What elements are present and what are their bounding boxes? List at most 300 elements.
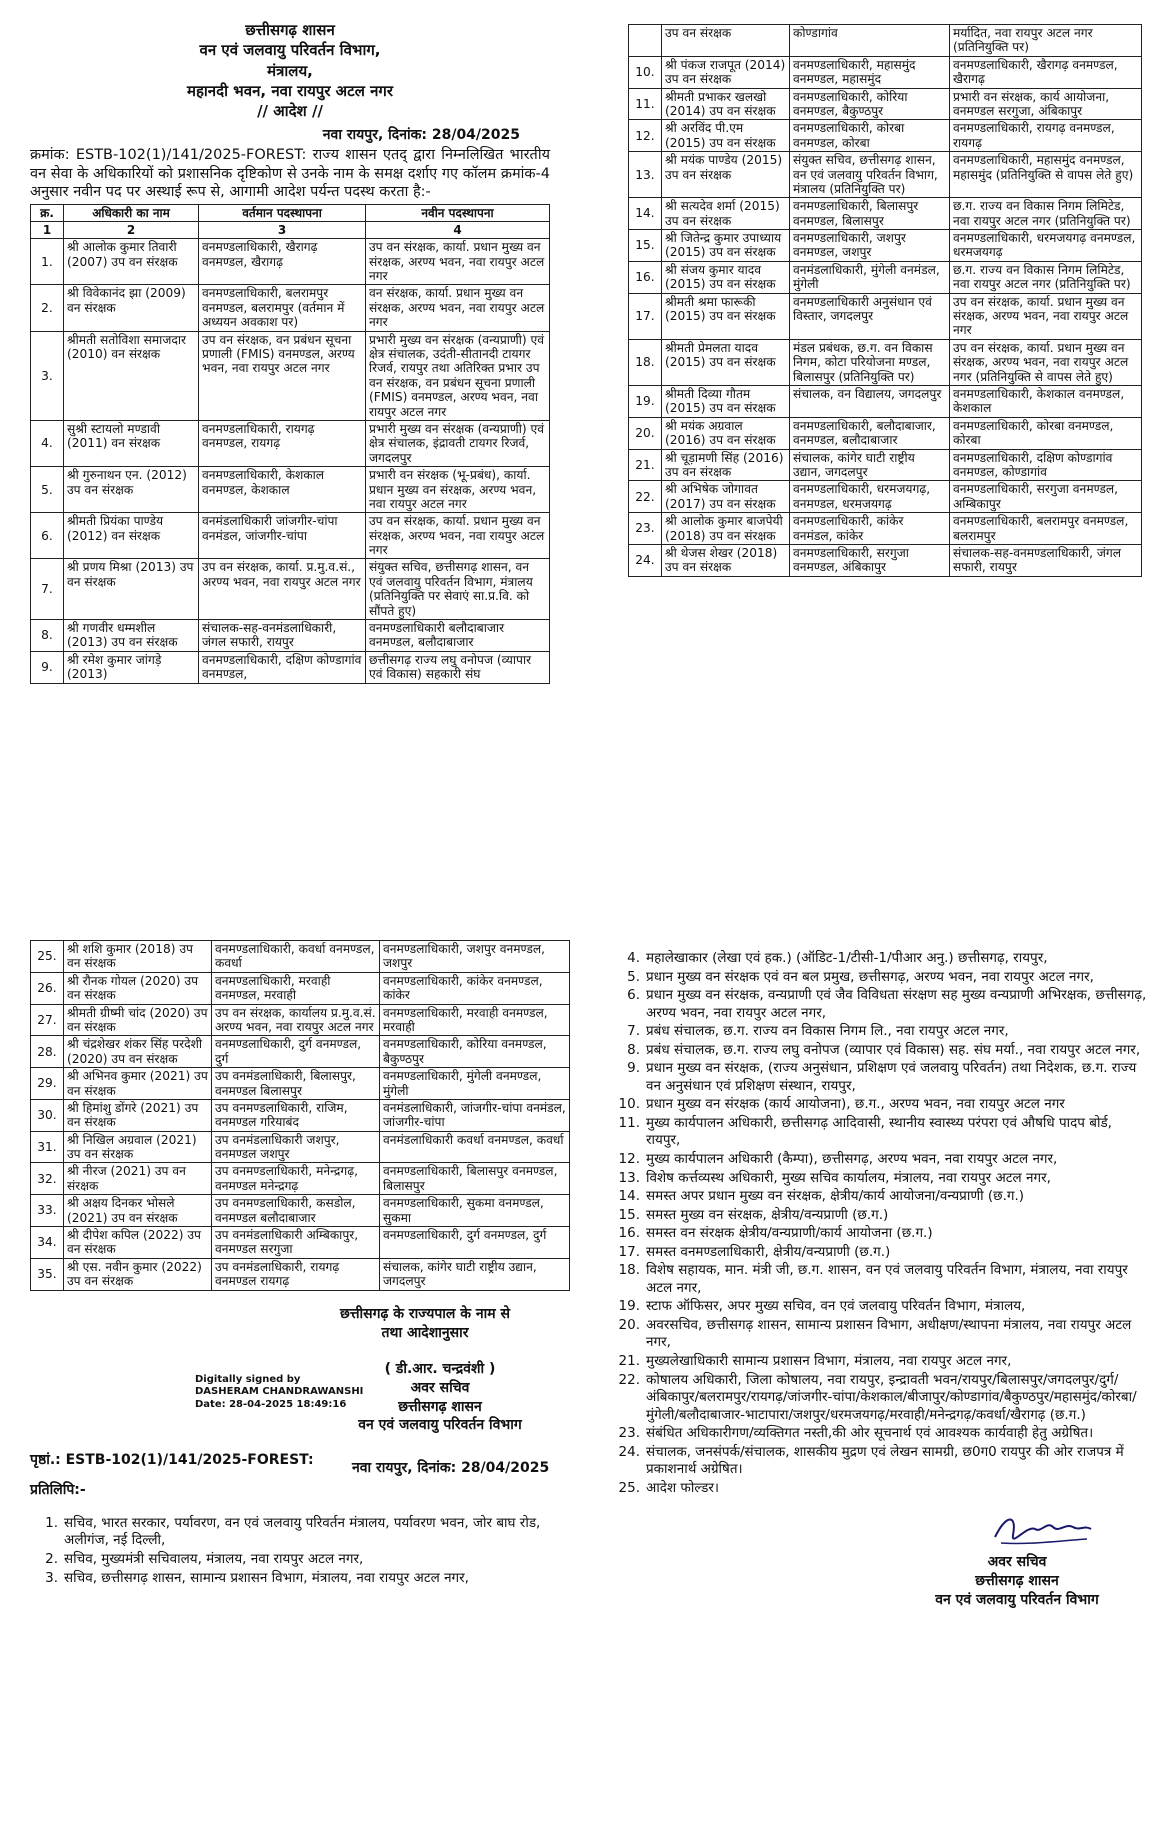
list-item	[612, 1207, 1147, 1225]
list-item-number: 21.	[618, 1353, 640, 1370]
posting-table-part-3	[30, 940, 570, 1291]
officer-name-cell: श्रीमती प्रियंका पाण्डेय (2012) वन संरक्षक	[64, 513, 199, 559]
list-item-number: 20.	[618, 1316, 640, 1333]
signatory-gov: छत्तीसगढ़ शासन	[398, 1398, 482, 1415]
header-line: छत्तीसगढ़ शासन	[245, 21, 335, 39]
list-item	[612, 1170, 1147, 1188]
serial-cell: 30.	[31, 1099, 64, 1131]
list-item-number: 15.	[618, 1206, 640, 1223]
list-item	[612, 1060, 1147, 1095]
list-item-number: 4.	[627, 950, 640, 966]
officer-name-cell: श्री शशि कुमार (2018) उप वन संरक्षक	[64, 941, 212, 973]
current-posting-cell: उप वनमण्डलाधिकारी, मनेन्द्रगढ़, वनमण्डल मनेन्द्रगढ़	[212, 1163, 380, 1195]
list-item	[30, 1551, 570, 1569]
signature-block	[30, 1360, 570, 1478]
table-row	[31, 651, 550, 683]
table-row	[629, 261, 1142, 293]
table-row	[31, 331, 550, 420]
current-posting-cell: कोण्डागांव	[790, 25, 950, 57]
current-posting-cell: उप वनमण्डलाधिकारी, कसडोल, वनमण्डल बलौदाबाजार	[212, 1195, 380, 1227]
list-item-number: 11.	[618, 1114, 640, 1131]
new-posting-cell: वनमण्डलाधिकारी, बिलासपुर वनमण्डल, बिलासपुर	[380, 1163, 570, 1195]
new-posting-cell: छत्तीसगढ़ राज्य लघु वनोपज (व्यापार एवं विकास) सहकारी संघ	[366, 651, 550, 683]
officer-name-cell: सुश्री स्टायलो मण्डावी (2011) वन संरक्षक	[64, 420, 199, 466]
final-signatory	[882, 1553, 1152, 1610]
new-posting-cell: संचालक, कांगेर घाटी राष्ट्रीय उद्यान, जगदलपुर	[380, 1258, 570, 1290]
serial-cell: 34.	[31, 1227, 64, 1259]
officer-name-cell: श्री पंकज राजपूत (2014) उप वन संरक्षक	[662, 56, 790, 88]
list-item-text: प्रधान मुख्य वन संरक्षक (कार्य आयोजना), छ.ग., अरण्य भवन, नवा रायपुर अटल नगर	[646, 1096, 1065, 1113]
new-posting-cell: वनमण्डलाधिकारी, सरगुजा वनमण्डल, अम्बिकापुर	[950, 481, 1142, 513]
serial-cell: 31.	[31, 1131, 64, 1163]
digital-signature-line: DASHERAM CHANDRAWANSHI	[195, 1386, 364, 1398]
list-item-text: कोषालय अधिकारी, जिला कोषालय, नवा रायपुर, इन्द्रावती भवन/रायपुर/बिलासपुर/जगदलपुर/दुर्ग/अंबिकापुर/बलरामपुर/रायगढ़/जांजगीर-चांपा/केशकाल/बीजापुर/कोण्डागांव/बैकुण्ठपुर/महासमुंद/कोरबा/मुंगेली/बलौदाबाजार-भाटापारा/जशपुर/धरमजयगढ़/मरवाही/मनेन्द्रगढ़/कवर्धा/खैरागढ़ (छ.ग.)	[646, 1371, 1137, 1423]
posting-table-part-2	[628, 24, 1142, 577]
list-item	[612, 1480, 1147, 1498]
officer-name-cell: श्रीमती श्रमा फारूकी (2015) उप वन संरक्षक	[662, 293, 790, 339]
list-item-text: प्रधान मुख्य वन संरक्षक एवं वन बल प्रमुख, छत्तीसगढ़, अरण्य भवन, नवा रायपुर अटल नगर,	[646, 968, 1094, 985]
copy-label: प्रतिलिपि:-	[30, 1481, 86, 1498]
table-row	[629, 25, 1142, 57]
serial-cell: 4.	[31, 420, 64, 466]
new-posting-cell: मर्यादित, नवा रायपुर अटल नगर (प्रतिनियुक्ति पर)	[950, 25, 1142, 57]
serial-cell: 10.	[629, 56, 662, 88]
serial-cell: 11.	[629, 88, 662, 120]
list-item	[30, 1515, 570, 1550]
officer-name-cell: श्री दीपेश कपिल (2022) उप वन संरक्षक	[64, 1227, 212, 1259]
list-item-text: समस्त मुख्य वन संरक्षक, क्षेत्रीय/वन्यप्राणी (छ.ग.)	[646, 1206, 889, 1223]
list-item	[612, 1023, 1147, 1041]
table-row	[31, 1163, 570, 1195]
officer-name-cell: श्री अभिषेक जोगावत (2017) उप वन संरक्षक	[662, 481, 790, 513]
list-item-number: 18.	[618, 1262, 640, 1279]
list-item-number: 22.	[618, 1371, 640, 1388]
digital-signature-line: Date: 28-04-2025 18:49:16	[195, 1398, 347, 1410]
officer-name-cell: श्री नीरज (2021) उप वन संरक्षक	[64, 1163, 212, 1195]
list-item-text: स्टाफ ऑफिसर, अपर मुख्य सचिव, वन एवं जलवायु परिवर्तन विभाग, मंत्रालय,	[646, 1298, 1026, 1315]
new-posting-cell: वनमण्डलाधिकारी, रायगढ़ वनमण्डल, रायगढ़	[950, 120, 1142, 152]
serial-cell: 23.	[629, 513, 662, 545]
serial-cell	[629, 25, 662, 57]
order-page-1	[30, 20, 550, 684]
current-posting-cell: वनमंडलाधिकारी, मुंगेली वनमंडल, मुंगेली	[790, 261, 950, 293]
new-posting-cell: वनमंडलाधिकारी कवर्धा वनमण्डल, कवर्धा	[380, 1131, 570, 1163]
officer-name-cell: श्री निखिल अग्रवाल (2021) उप वन संरक्षक	[64, 1131, 212, 1163]
current-posting-cell: उप वन संरक्षक, कार्या. प्र.मु.व.सं., अरण्य भवन, नवा रायपुर अटल नगर	[199, 559, 366, 620]
column-number: 4	[366, 222, 550, 239]
table-header: अधिकारी का नाम	[64, 204, 199, 221]
table-row	[629, 56, 1142, 88]
final-designation: अवर सचिव	[987, 1554, 1047, 1571]
serial-cell: 29.	[31, 1068, 64, 1100]
officer-name-cell: श्री मयंक अग्रवाल (2016) उप वन संरक्षक	[662, 417, 790, 449]
officer-name-cell: श्रीमती ग्रीष्मी चांद (2020) उप वन संरक्षक	[64, 1004, 212, 1036]
officer-name-cell: श्री जितेन्द्र कुमार उपाध्याय (2015) उप वन संरक्षक	[662, 230, 790, 262]
table-row	[31, 239, 550, 285]
list-item-text: समस्त वन संरक्षक क्षेत्रीय/वन्यप्राणी/कार्य आयोजना (छ.ग.)	[646, 1225, 933, 1242]
endorsement-date: नवा रायपुर, दिनांक: 28/04/2025	[352, 1459, 550, 1476]
list-item-text: आदेश फोल्डर।	[646, 1479, 719, 1496]
list-item-text: समस्त वनमण्डलाधिकारी, क्षेत्रीय/वन्यप्राणी (छ.ग.)	[646, 1243, 891, 1260]
current-posting-cell: वनमण्डलाधिकारी, सरगुजा वनमण्डल, अंबिकापुर	[790, 544, 950, 576]
list-item	[612, 1151, 1147, 1169]
serial-cell: 5.	[31, 467, 64, 513]
table-row	[629, 88, 1142, 120]
new-posting-cell: संयुक्त सचिव, छत्तीसगढ़ शासन, वन एवं जलवायु परिवर्तन विभाग, मंत्रालय (प्रतिनियुक्ति पर सेवाएं सा.प्र.वि. को सौंपते हुए)	[366, 559, 550, 620]
governor-line: तथा आदेशानुसार	[381, 1325, 469, 1342]
current-posting-cell: वनमण्डलाधिकारी, बलरामपुर वनमण्डल, बलरामपुर (वर्तमान में अध्ययन अवकाश पर)	[199, 285, 366, 331]
list-item-number: 3.	[45, 1569, 58, 1586]
serial-cell: 9.	[31, 651, 64, 683]
governor-line: छत्तीसगढ़ के राज्यपाल के नाम से	[340, 1305, 510, 1322]
list-item-number: 16.	[618, 1225, 640, 1242]
new-posting-cell: प्रभारी वन संरक्षक, कार्य आयोजना, वनमण्डल सरगुजा, अंबिकापुर	[950, 88, 1142, 120]
table-row	[31, 420, 550, 466]
officer-name-cell: श्री आलोक कुमार बाजपेयी (2018) उप वन संरक्षक	[662, 513, 790, 545]
order-page-3	[30, 940, 570, 1588]
current-posting-cell: मंडल प्रबंधक, छ.ग. वन विकास निगम, कोटा परियोजना मण्डल, बिलासपुर (प्रतिनियुक्ति पर)	[790, 339, 950, 385]
officer-name-cell: श्री आलोक कुमार तिवारी (2007) उप वन संरक्षक	[64, 239, 199, 285]
new-posting-cell: वनमण्डलाधिकारी, कांकेर वनमण्डल, कांकेर	[380, 972, 570, 1004]
serial-cell: 7.	[31, 559, 64, 620]
list-item	[612, 1188, 1147, 1206]
current-posting-cell: संयुक्त सचिव, छत्तीसगढ़ शासन, वन एवं जलवायु परिवर्तन विभाग, मंत्रालय (प्रतिनियुक्ति पर)	[790, 152, 950, 198]
list-item-text: मुख्य कार्यपालन अधिकारी (कैम्पा), छत्तीसगढ़, अरण्य भवन, नवा रायपुर अटल नगर,	[646, 1151, 1058, 1168]
column-number: 1	[31, 222, 64, 239]
officer-name-cell: श्री रौनक गोयल (2020) उप वन संरक्षक	[64, 972, 212, 1004]
list-item-number: 13.	[618, 1169, 640, 1186]
table-row	[629, 198, 1142, 230]
new-posting-cell: उप वन संरक्षक, कार्या. प्रधान मुख्य वन संरक्षक, अरण्य भवन, नवा रायपुर अटल नगर	[950, 293, 1142, 339]
officer-name-cell: श्री संजय कुमार यादव (2015) उप वन संरक्षक	[662, 261, 790, 293]
table-row	[31, 285, 550, 331]
list-item-text: सचिव, भारत सरकार, पर्यावरण, वन एवं जलवायु परिवर्तन मंत्रालय, पर्यावरण भवन, जोर बाघ रोड, अलीगंज, नई दिल्ली,	[64, 1514, 541, 1549]
serial-cell: 15.	[629, 230, 662, 262]
list-item-text: प्रधान मुख्य वन संरक्षक, (राज्य अनुसंधान, प्रशिक्षण एवं जलवायु परिवर्तन) तथा निदेशक, छ.ग. राज्य वन अनुसंधान एवं प्रशिक्षण संस्थान, रायपुर,	[646, 1060, 1137, 1094]
header-line: वन एवं जलवायु परिवर्तन विभाग,	[199, 41, 381, 60]
current-posting-cell: वनमण्डलाधिकारी, मरवाही वनमण्डल, मरवाही	[212, 972, 380, 1004]
current-posting-cell: वनमण्डलाधिकारी, खैरागढ़ वनमण्डल, खैरागढ़	[199, 239, 366, 285]
governor-order-line	[280, 1305, 570, 1344]
table-row	[31, 1099, 570, 1131]
new-posting-cell: वन संरक्षक, कार्या. प्रधान मुख्य वन संरक्षक, अरण्य भवन, नवा रायपुर अटल नगर	[366, 285, 550, 331]
list-item-number: 6.	[627, 987, 640, 1004]
list-item-number: 5.	[627, 968, 640, 985]
officer-name-cell: श्री चूड़ामणी सिंह (2016) उप वन संरक्षक	[662, 449, 790, 481]
current-posting-cell: वनमण्डलाधिकारी, कांकेर वनमंडल, कांकेर	[790, 513, 950, 545]
current-posting-cell: संचालक, वन विद्यालय, जगदलपुर	[790, 385, 950, 417]
officer-name-cell: श्री अभिनव कुमार (2021) उप वन संरक्षक	[64, 1068, 212, 1100]
officer-name-cell: श्री थेजस शेखर (2018) उप वन संरक्षक	[662, 544, 790, 576]
current-posting-cell: वनमण्डलाधिकारी, कोरिया वनमण्डल, बैकुण्ठपुर	[790, 88, 950, 120]
list-item-text: प्रबंध संचालक, छ.ग. राज्य लघु वनोपज (व्यापार एवं विकास) सह. संघ मर्या., नवा रायपुर अटल नगर,	[646, 1041, 1141, 1058]
list-item-text: सचिव, छत्तीसगढ़ शासन, सामान्य प्रशासन विभाग, मंत्रालय, नवा रायपुर अटल नगर,	[64, 1569, 469, 1586]
order-page-4	[612, 950, 1147, 1657]
table-body	[31, 239, 550, 683]
list-item-number: 8.	[627, 1041, 640, 1058]
serial-cell: 12.	[629, 120, 662, 152]
table-row	[31, 467, 550, 513]
current-posting-cell: उप वन संरक्षक, वन प्रबंधन सूचना प्रणाली (FMIS) वनमण्डल, अरण्य भवन, नवा रायपुर अटल नगर	[199, 331, 366, 420]
new-posting-cell: वनमण्डलाधिकारी, कोरबा वनमण्डल, कोरबा	[950, 417, 1142, 449]
table-body	[629, 25, 1142, 577]
new-posting-cell: उप वन संरक्षक, कार्या. प्रधान मुख्य वन संरक्षक, अरण्य भवन, नवा रायपुर अटल नगर	[366, 239, 550, 285]
list-item	[612, 1244, 1147, 1262]
list-item	[612, 1042, 1147, 1060]
list-item	[30, 1570, 570, 1588]
new-posting-cell: वनमंडलाधिकारी, जांजगीर-चांपा वनमंडल, जांजगीर-चांपा	[380, 1099, 570, 1131]
list-item	[612, 1317, 1147, 1352]
signatory-name: ( डी.आर. चन्द्रवंशी )	[384, 1360, 496, 1377]
new-posting-cell: वनमण्डलाधिकारी, केशकाल वनमण्डल, केशकाल	[950, 385, 1142, 417]
signatory	[330, 1360, 550, 1436]
table-row	[31, 559, 550, 620]
table-row	[629, 544, 1142, 576]
table-row	[629, 481, 1142, 513]
list-item-text: प्रबंध संचालक, छ.ग. राज्य वन विकास निगम लि., नवा रायपुर अटल नगर,	[646, 1023, 1009, 1040]
list-item-text: विशेष कर्त्तव्यस्थ अधिकारी, मुख्य सचिव कार्यालय, मंत्रालय, नवा रायपुर अटल नगर,	[646, 1169, 1051, 1186]
copy-list	[30, 1515, 570, 1587]
serial-cell: 20.	[629, 417, 662, 449]
current-posting-cell: वनमण्डलाधिकारी, महासमुंद वनमण्डल, महासमुंद	[790, 56, 950, 88]
column-number: 3	[199, 222, 366, 239]
current-posting-cell: वनमण्डलाधिकारी, दक्षिण कोण्डागांव वनमण्डल,	[199, 651, 366, 683]
table-body	[31, 941, 570, 1291]
list-item-number: 17.	[618, 1243, 640, 1260]
new-posting-cell: प्रभारी वन संरक्षक (भू-प्रबंध), कार्या. प्रधान मुख्य वन संरक्षक, अरण्य भवन, नवा रायपुर अटल नगर	[366, 467, 550, 513]
current-posting-cell: वनमण्डलाधिकारी, कोरबा वनमण्डल, कोरबा	[790, 120, 950, 152]
table-header: नवीन पदस्थापना	[366, 204, 550, 221]
list-item-text: संबंधित अधिकारीगण/व्यक्तिगत नस्ती,की ओर सूचनार्थ एवं आवश्यक कार्यवाही हेतु अग्रेषित।	[646, 1425, 1094, 1442]
list-item-number: 2.	[45, 1550, 58, 1567]
table-row	[31, 1068, 570, 1100]
current-posting-cell: वनमण्डलाधिकारी, कवर्धा वनमण्डल, कवर्धा	[212, 941, 380, 973]
list-item-text: प्रधान मुख्य वन संरक्षक, वन्यप्राणी एवं जैव विविधता संरक्षण सह मुख्य वन्यप्राणी अभिरक्षक, छत्तीसगढ़, अरण्य भवन, नवा रायपुर अटल नगर,	[646, 987, 1147, 1021]
current-posting-cell: उप वनमंडलाधिकारी, रायगढ़ वनमण्डल रायगढ़	[212, 1258, 380, 1290]
order-intro: क्रमांक: ESTB-102(1)/141/2025-FOREST: राज्य शासन एतद् द्वारा निम्नलिखित भारतीय वन सेवा के अधिकारियों को प्रशासनिक दृष्टिकोण से उनके नाम के समक्ष दर्शाए गए कॉलम क्रमांक-4 अनुसार नवीन पद पर अस्थाई रूप से, आगामी आदेश पर्यन्त पदस्थ करता है:-	[30, 147, 550, 201]
signatory-designation: अवर सचिव	[410, 1379, 470, 1396]
current-posting-cell: वनमण्डलाधिकारी, दुर्ग वनमण्डल, दुर्ग	[212, 1036, 380, 1068]
new-posting-cell: वनमण्डलाधिकारी, सुकमा वनमण्डल, सुकमा	[380, 1195, 570, 1227]
new-posting-cell: वनमण्डलाधिकारी, जशपुर वनमण्डल, जशपुर	[380, 941, 570, 973]
list-item	[612, 1425, 1147, 1443]
list-item-text: समस्त अपर प्रधान मुख्य वन संरक्षक, क्षेत्रीय/कार्य आयोजना/वन्यप्राणी (छ.ग.)	[646, 1188, 1025, 1205]
current-posting-cell: उप वन संरक्षक, कार्यालय प्र.मु.व.सं. अरण्य भवन, नवा रायपुर अटल नगर	[212, 1004, 380, 1036]
list-item-number: 12.	[618, 1151, 640, 1168]
list-item-text: महालेखाकार (लेखा एवं हक.) (ऑडिट-1/टीसी-1/पीआर अनु.) छत्तीसगढ़, रायपुर,	[646, 950, 1048, 966]
table-row	[629, 230, 1142, 262]
current-posting-cell: संचालक, कांगेर घाटी राष्ट्रीय उद्यान, जगदलपुर	[790, 449, 950, 481]
serial-cell: 25.	[31, 941, 64, 973]
serial-cell: 16.	[629, 261, 662, 293]
table-header: वर्तमान पदस्थापना	[199, 204, 366, 221]
final-signature-block	[612, 1507, 1147, 1657]
table-row	[31, 941, 570, 973]
final-gov: छत्तीसगढ़ शासन	[975, 1573, 1059, 1590]
table-row	[31, 1258, 570, 1290]
order-place-date: नवा रायपुर, दिनांक: 28/04/2025	[322, 127, 520, 144]
officer-name-cell: श्री प्रणय मिश्रा (2013) उप वन संरक्षक	[64, 559, 199, 620]
table-row	[629, 293, 1142, 339]
column-number: 2	[64, 222, 199, 239]
new-posting-cell: संचालक-सह-वनमण्डलाधिकारी, जंगल सफारी, रायपुर	[950, 544, 1142, 576]
current-posting-cell: वनमण्डलाधिकारी, बिलासपुर वनमण्डल, बिलासपुर	[790, 198, 950, 230]
serial-cell: 1.	[31, 239, 64, 285]
serial-cell: 27.	[31, 1004, 64, 1036]
table-row	[31, 620, 550, 652]
officer-name-cell: श्री अरविंद पी.एम (2015) उप वन संरक्षक	[662, 120, 790, 152]
serial-cell: 33.	[31, 1195, 64, 1227]
serial-cell: 17.	[629, 293, 662, 339]
list-item-number: 14.	[618, 1188, 640, 1205]
table-row	[629, 449, 1142, 481]
list-item	[612, 1225, 1147, 1243]
final-dept: वन एवं जलवायु परिवर्तन विभाग	[935, 1592, 1099, 1609]
serial-cell: 35.	[31, 1258, 64, 1290]
current-posting-cell: वनमण्डलाधिकारी अनुसंधान एवं विस्तार, जगदलपुर	[790, 293, 950, 339]
current-posting-cell: वनमण्डलाधिकारी, रायगढ़ वनमण्डल, रायगढ़	[199, 420, 366, 466]
table-row	[629, 339, 1142, 385]
current-posting-cell: संचालक-सह-वनमंडलाधिकारी, जंगल सफारी, रायपुर	[199, 620, 366, 652]
list-item-number: 9.	[627, 1060, 640, 1077]
new-posting-cell: छ.ग. राज्य वन विकास निगम लिमिटेड, नवा रायपुर अटल नगर (प्रतिनियुक्ति पर)	[950, 198, 1142, 230]
officer-name-cell: उप वन संरक्षक	[662, 25, 790, 57]
list-item	[612, 987, 1147, 1022]
table-header: क्र.	[31, 204, 64, 221]
table-row	[629, 120, 1142, 152]
new-posting-cell: वनमण्डलाधिकारी, मरवाही वनमण्डल, मरवाही	[380, 1004, 570, 1036]
copy-list	[612, 950, 1147, 1497]
header-line: महानदी भवन, नवा रायपुर अटल नगर	[186, 81, 394, 100]
officer-name-cell: श्रीमती प्रेमलता यादव (2015) उप वन संरक्षक	[662, 339, 790, 385]
serial-cell: 21.	[629, 449, 662, 481]
officer-name-cell: श्री रमेश कुमार जांगड़े (2013)	[64, 651, 199, 683]
list-item	[612, 969, 1147, 987]
officer-name-cell: श्री गणवीर धम्मशील (2013) उप वन संरक्षक	[64, 620, 199, 652]
list-item	[612, 1444, 1147, 1479]
new-posting-cell: प्रभारी मुख्य वन संरक्षक (वन्यप्राणी) एवं क्षेत्र संचालक, इंद्रावती टायगर रिजर्व, जगदलपुर	[366, 420, 550, 466]
table-row	[31, 972, 570, 1004]
list-item-text: अवरसचिव, छत्तीसगढ़ शासन, सामान्य प्रशासन विभाग, अधीक्षण/स्थापना मंत्रालय, नवा रायपुर अटल नगर,	[646, 1316, 1132, 1351]
table-row	[629, 417, 1142, 449]
serial-cell: 26.	[31, 972, 64, 1004]
list-item	[612, 1115, 1147, 1150]
current-posting-cell: वनमंडलाधिकारी जांजगीर-चांपा वनमंडल, जांजगीर-चांपा	[199, 513, 366, 559]
table-row	[31, 1131, 570, 1163]
current-posting-cell: उप वनमण्डलाधिकारी, राजिम, वनमण्डल गरियाबंद	[212, 1099, 380, 1131]
officer-name-cell: श्रीमती दिव्या गौतम (2015) उप वन संरक्षक	[662, 385, 790, 417]
serial-cell: 2.	[31, 285, 64, 331]
serial-cell: 18.	[629, 339, 662, 385]
officer-name-cell: श्री हिमांशु डोंगरे (2021) उप वन संरक्षक	[64, 1099, 212, 1131]
current-posting-cell: वनमण्डलाधिकारी, बलौदाबाजार, वनमण्डल, बलौदाबाजार	[790, 417, 950, 449]
list-item	[612, 1096, 1147, 1114]
list-item-number: 7.	[627, 1023, 640, 1040]
table-row	[629, 152, 1142, 198]
list-item-number: 24.	[618, 1443, 640, 1460]
serial-cell: 22.	[629, 481, 662, 513]
table-row	[31, 1195, 570, 1227]
current-posting-cell: उप वनमंडलाधिकारी, बिलासपुर, वनमण्डल बिलासपुर	[212, 1068, 380, 1100]
list-item	[612, 1353, 1147, 1371]
new-posting-cell: प्रभारी मुख्य वन संरक्षक (वन्यप्राणी) एवं क्षेत्र संचालक, उदंती-सीतानदी टायगर रिजर्व, रायपुर तथा अतिरिक्त प्रभार उप वन संरक्षक, वन प्रबंधन सूचना प्रणाली (FMIS) वनमण्डल, अरण्य भवन, नवा रायपुर अटल नगर	[366, 331, 550, 420]
table-row	[31, 1004, 570, 1036]
order-header	[30, 20, 550, 121]
serial-cell: 14.	[629, 198, 662, 230]
new-posting-cell: वनमण्डलाधिकारी, धरमजयगढ़ वनमण्डल, धरमजयगढ़	[950, 230, 1142, 262]
signatory-dept: वन एवं जलवायु परिवर्तन विभाग	[358, 1417, 522, 1434]
officer-name-cell: श्रीमती प्रभाकर खलखो (2014) उप वन संरक्षक	[662, 88, 790, 120]
serial-cell: 32.	[31, 1163, 64, 1195]
list-item-number: 10.	[618, 1096, 640, 1113]
current-posting-cell: वनमण्डलाधिकारी, जशपुर वनमण्डल, जशपुर	[790, 230, 950, 262]
list-item-text: मुख्य कार्यपालन अधिकारी, छत्तीसगढ़ आदिवासी, स्थानीय स्वास्थ्य परंपरा एवं औषधि पादप बोर्ड, रायपुर,	[646, 1114, 1112, 1149]
header-line: मंत्रालय,	[267, 61, 313, 80]
serial-cell: 8.	[31, 620, 64, 652]
list-item-text: सचिव, मुख्यमंत्री सचिवालय, मंत्रालय, नवा रायपुर अटल नगर,	[64, 1550, 364, 1567]
officer-name-cell: श्री चंद्रशेखर शंकर सिंह परदेशी (2020) उप वन संरक्षक	[64, 1036, 212, 1068]
officer-name-cell: श्री अक्षय दिनकर भोसले (2021) उप वन संरक्षक	[64, 1195, 212, 1227]
list-item-text: संचालक, जनसंपर्क/संचालक, शासकीय मुद्रण एवं लेखन सामग्री, छ0ग0 रायपुर की ओर राजपत्र में प्रकाशनार्थ अग्रेषित।	[646, 1443, 1124, 1478]
table-row	[31, 1036, 570, 1068]
list-item-number: 1.	[45, 1514, 58, 1531]
serial-cell: 3.	[31, 331, 64, 420]
table-row	[31, 513, 550, 559]
serial-cell: 28.	[31, 1036, 64, 1068]
table-row	[629, 385, 1142, 417]
new-posting-cell: छ.ग. राज्य वन विकास निगम लिमिटेड, नवा रायपुर अटल नगर (प्रतिनियुक्ति पर)	[950, 261, 1142, 293]
current-posting-cell: उप वनमंडलाधिकारी जशपुर, वनमण्डल जशपुर	[212, 1131, 380, 1163]
new-posting-cell: वनमण्डलाधिकारी बलौदाबाजार वनमण्डल, बलौदाबाजार	[366, 620, 550, 652]
current-posting-cell: उप वनमंडलाधिकारी अम्बिकापुर, वनमण्डल सरगुजा	[212, 1227, 380, 1259]
officer-name-cell: श्री गुरुनाथन एन. (2012) उप वन संरक्षक	[64, 467, 199, 513]
serial-cell: 13.	[629, 152, 662, 198]
serial-cell: 24.	[629, 544, 662, 576]
officer-name-cell: श्री विवेकानंद झा (2009) वन संरक्षक	[64, 285, 199, 331]
list-item	[612, 1262, 1147, 1297]
new-posting-cell: वनमण्डलाधिकारी, मुंगेली वनमण्डल, मुंगेली	[380, 1068, 570, 1100]
new-posting-cell: उप वन संरक्षक, कार्या. प्रधान मुख्य वन संरक्षक, अरण्य भवन, नवा रायपुर अटल नगर	[366, 513, 550, 559]
handwritten-signature	[987, 1507, 1097, 1553]
officer-name-cell: श्री मयंक पाण्डेय (2015) उप वन संरक्षक	[662, 152, 790, 198]
serial-cell: 19.	[629, 385, 662, 417]
new-posting-cell: वनमण्डलाधिकारी, खैरागढ़ वनमण्डल, खैरागढ़	[950, 56, 1142, 88]
list-item	[612, 1372, 1147, 1425]
posting-table-part-1	[30, 204, 550, 684]
current-posting-cell: वनमण्डलाधिकारी, केशकाल वनमण्डल, केशकाल	[199, 467, 366, 513]
list-item-number: 23.	[618, 1425, 640, 1442]
list-item-text: विशेष सहायक, मान. मंत्री जी, छ.ग. शासन, वन एवं जलवायु परिवर्तन विभाग, मंत्रालय, नवा रायपुर अटल नगर,	[646, 1262, 1128, 1296]
endorsement-number: पृष्ठां.: ESTB-102(1)/141/2025-FOREST:	[30, 1451, 314, 1468]
list-item-number: 19.	[618, 1298, 640, 1315]
header-line: // आदेश //	[257, 102, 323, 120]
officer-name-cell: श्री सत्यदेव शर्मा (2015) उप वन संरक्षक	[662, 198, 790, 230]
new-posting-cell: वनमण्डलाधिकारी, दक्षिण कोण्डागांव वनमण्डल, कोण्डागांव	[950, 449, 1142, 481]
current-posting-cell: वनमण्डलाधिकारी, धरमजयगढ़, वनमण्डल, धरमजयगढ़	[790, 481, 950, 513]
list-item	[612, 1298, 1147, 1316]
list-item-text: मुख्यलेखाधिकारी सामान्य प्रशासन विभाग, मंत्रालय, नवा रायपुर अटल नगर,	[646, 1353, 1012, 1370]
digital-signature-line: Digitally signed by	[195, 1373, 301, 1385]
table-row	[31, 1227, 570, 1259]
order-page-2	[628, 24, 1142, 577]
list-item-number: 25.	[618, 1479, 640, 1496]
serial-cell: 6.	[31, 513, 64, 559]
new-posting-cell: वनमण्डलाधिकारी, कोरिया वनमण्डल, बैकुण्ठपुर	[380, 1036, 570, 1068]
new-posting-cell: वनमण्डलाधिकारी, महासमुंद वनमण्डल, महासमुंद (प्रतिनियुक्ति से वापस लेते हुए)	[950, 152, 1142, 198]
table-row	[629, 513, 1142, 545]
list-item	[612, 950, 1147, 968]
new-posting-cell: उप वन संरक्षक, कार्या. प्रधान मुख्य वन संरक्षक, अरण्य भवन, नवा रायपुर अटल नगर (प्रतिनियुक्ति से वापस लेते हुए)	[950, 339, 1142, 385]
